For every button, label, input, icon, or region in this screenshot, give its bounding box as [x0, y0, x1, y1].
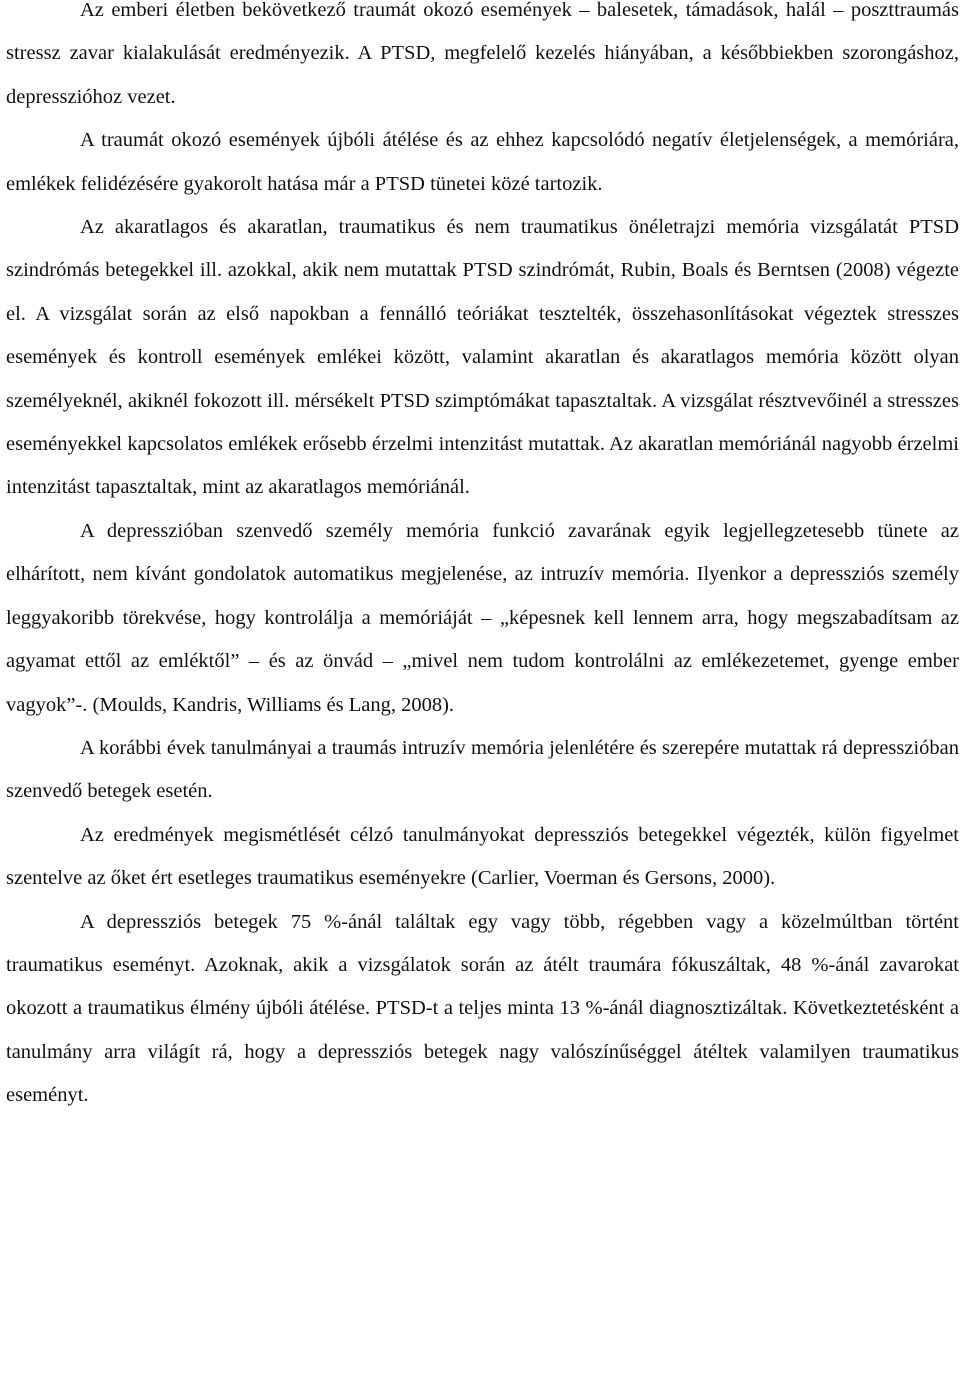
paragraph-trauma-ptsd: Az emberi életben bekövetkező traumát okozó események – balesetek, támadások, halál – poszttraumás stressz zavar kialakulását eredményezik. A PTSD, megfelelő kezelés hiányában, a későbbiekben szorongáshoz, depresszióhoz vezet. — [6, 0, 959, 108]
paragraph-results: A depressziós betegek 75 %-ánál találtak egy vagy több, régebben vagy a közelmúltban történt traumatikus eseményt. Azoknak, akik a vizsgálatok során az átélt traumára fókuszáltak, 48 %-ánál zavarokat okozott a traumatikus élmény újbóli átélése. PTSD-t a teljes minta 13 %-ánál diagnosztizáltak. Következtetésként a tanulmány arra világít rá, hogy a depressziós betegek nagy valószínűséggel átéltek valamilyen traumatikus eseményt. — [6, 910, 959, 1107]
paragraph-earlier-studies: A korábbi évek tanulmányai a traumás intruzív memória jelenlétére és szerepére mutattak rá depresszióban szenvedő betegek esetén. — [6, 736, 959, 803]
paragraph-carlier-study: Az eredmények megismétlését célzó tanulmányokat depressziós betegekkel végezték, külön figyelmet szentelve az őket ért esetleges traumatikus eseményekre (Carlier, Voerman és Gersons, 2000). — [6, 823, 959, 890]
paragraph-depression-memory: A depresszióban szenvedő személy memória funkció zavarának egyik legjellegzetesebb tünete az elhárított, nem kívánt gondolatok automatikus megjelenése, az intruzív memória. Ilyenkor a depressziós személy leggyakoribb törekvése, hogy kontrolálja a memóriáját – „képesnek kell lennem arra, hogy megszabadítsam az agyamat ettől az emléktől” – és az önvád – „mivel nem tudom kontrolálni az emlékezetemet, gyenge ember vagyok”-. (Moulds, Kandris, Williams és Lang, 2008). — [6, 519, 959, 716]
paragraph-rubin-study: Az akaratlagos és akaratlan, traumatikus és nem traumatikus önéletrajzi memória vizsgálatát PTSD szindrómás betegekkel ill. azokkal, akik nem mutattak PTSD szindrómát, Rubin, Boals és Berntsen (2008) végezte el. A vizsgálat során az első napokban a fennálló teóriákat tesztelték, összehasonlításokat végeztek stresszes események és kontroll események emlékei között, valamint akaratlan és akaratlagos memória között olyan személyeknél, akiknél fokozott ill. mérsékelt PTSD szimptómákat tapasztaltak. A vizsgálat résztvevőinél a stresszes eseményekkel kapcsolatos emlékek erősebb érzelmi intenzitást mutattak. Az akaratlan memóriánál nagyobb érzelmi intenzitást tapasztaltak, mint az akaratlagos memóriánál. — [6, 216, 959, 499]
paragraph-reexperiencing: A traumát okozó események újbóli átélése és az ehhez kapcsolódó negatív életjelenségek, a memóriára, emlékek felidézésére gyakorolt hatása már a PTSD tünetei közé tartozik. — [6, 129, 959, 195]
document-page — [6, 0, 959, 1118]
